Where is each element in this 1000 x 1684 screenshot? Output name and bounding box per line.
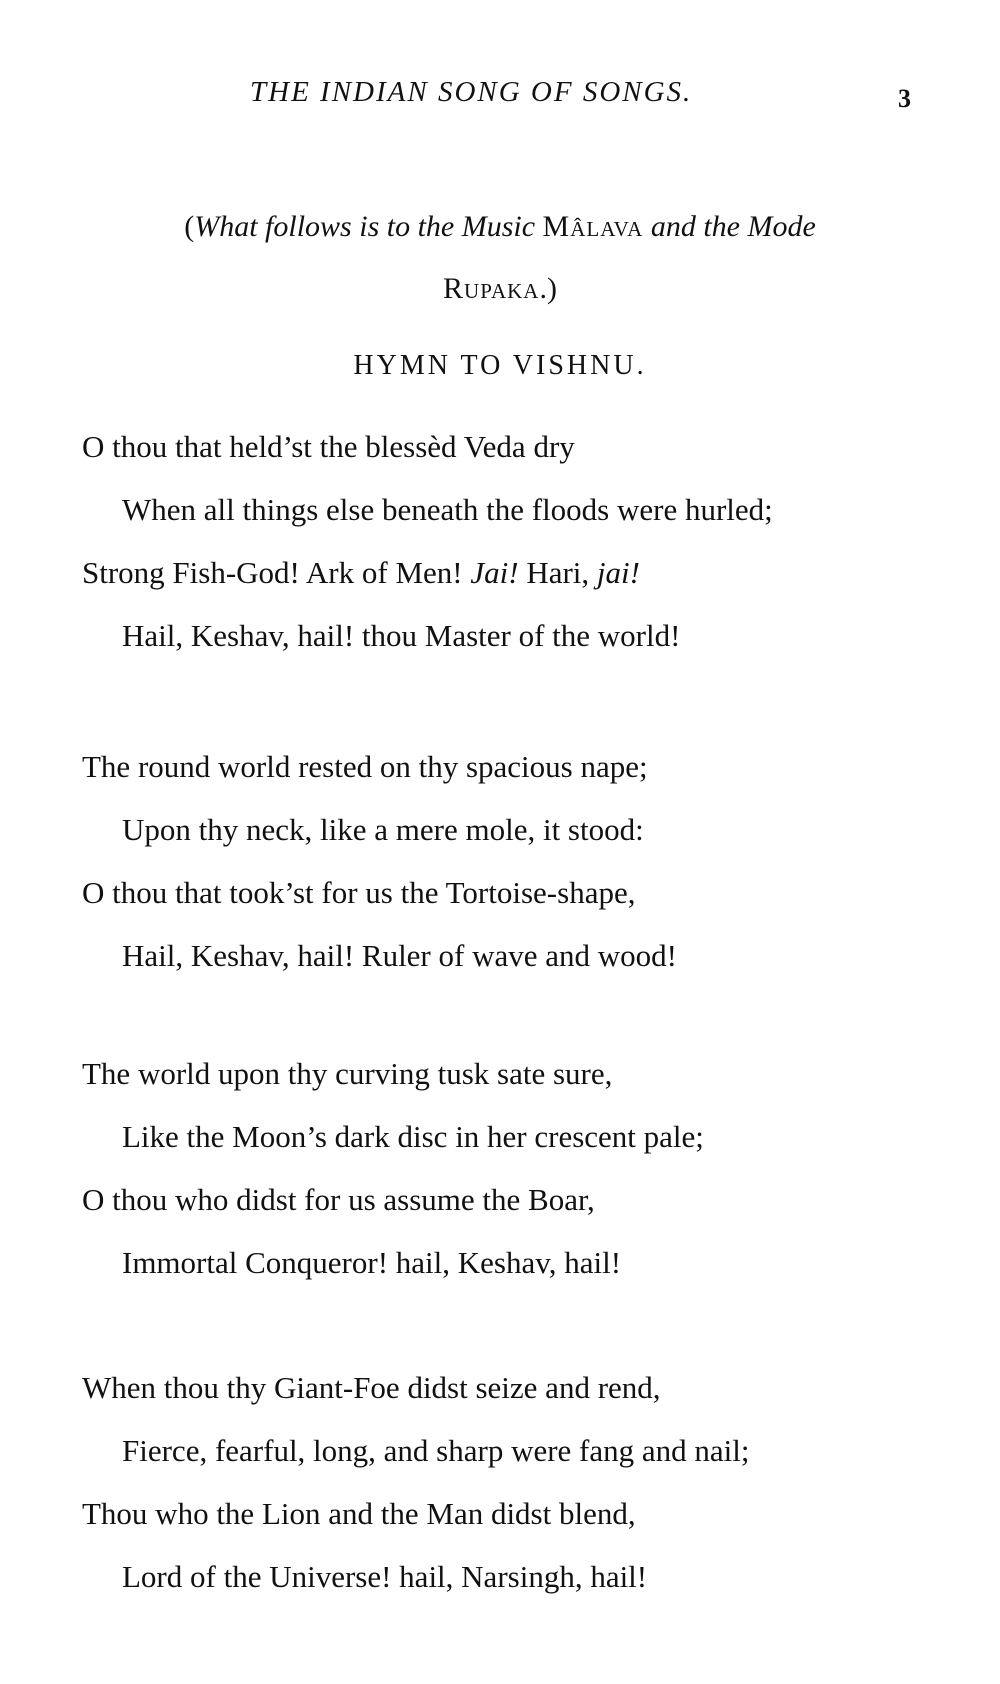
stanza-2-line-1: The round world rested on thy spacious nape; xyxy=(82,749,648,784)
running-title: THE INDIAN SONG OF SONGS. xyxy=(250,76,693,108)
stanza-4-line-3: Thou who the Lion and the Man didst blend, xyxy=(82,1496,636,1531)
music-mode-note xyxy=(0,196,1000,320)
note-close-paren: .) xyxy=(539,272,557,305)
note-mode-name: Rupaka xyxy=(443,272,540,305)
note-music-name: Mâlava xyxy=(542,210,644,243)
stanza-1-line-2: When all things else beneath the floods were hurled; xyxy=(122,492,773,527)
stanza-1-line-3 xyxy=(82,541,982,604)
hymn-title: HYMN TO VISHNU. xyxy=(353,350,647,381)
stanza-2-line-4: Hail, Keshav, hail! Ruler of wave and wood! xyxy=(122,938,677,973)
note-prefix: What follows is to the Music xyxy=(194,210,536,243)
stanza-1 xyxy=(82,415,982,667)
note-open-paren: ( xyxy=(184,210,195,243)
note-middle: and the Mode xyxy=(650,210,816,243)
stanza-3-line-1: The world upon thy curving tusk sate sure, xyxy=(82,1056,613,1091)
stanza-1-line-3-jai: Jai! xyxy=(470,555,519,590)
page-header xyxy=(0,76,1000,116)
stanza-3-line-2: Like the Moon’s dark disc in her crescent pale; xyxy=(122,1119,704,1154)
stanza-1-line-3-hari: Hari, xyxy=(526,555,590,590)
stanza-4-line-1: When thou thy Giant-Foe didst seize and rend, xyxy=(82,1370,661,1405)
stanza-1-line-3-a: Strong Fish-God! Ark of Men! xyxy=(82,555,463,590)
page-number: 3 xyxy=(898,84,911,113)
stanza-2 xyxy=(82,735,982,987)
stanza-4-line-4: Lord of the Universe! hail, Narsingh, hail! xyxy=(122,1559,648,1594)
stanza-2-line-3: O thou that took’st for us the Tortoise-shape, xyxy=(82,875,636,910)
stanza-3 xyxy=(82,1042,982,1294)
stanza-4-line-2: Fierce, fearful, long, and sharp were fang and nail; xyxy=(122,1433,750,1468)
stanza-1-line-1: O thou that held’st the blessèd Veda dry xyxy=(82,429,575,464)
note-line-1 xyxy=(0,196,1000,258)
stanza-2-line-2: Upon thy neck, like a mere mole, it stood: xyxy=(122,812,644,847)
stanza-3-line-4: Immortal Conqueror! hail, Keshav, hail! xyxy=(122,1245,622,1280)
note-line-2 xyxy=(0,258,1000,320)
stanza-3-line-3: O thou who didst for us assume the Boar, xyxy=(82,1182,595,1217)
stanza-1-line-4: Hail, Keshav, hail! thou Master of the world! xyxy=(122,618,681,653)
stanza-4 xyxy=(82,1356,982,1608)
stanza-1-line-3-jai-2: jai! xyxy=(596,555,640,590)
